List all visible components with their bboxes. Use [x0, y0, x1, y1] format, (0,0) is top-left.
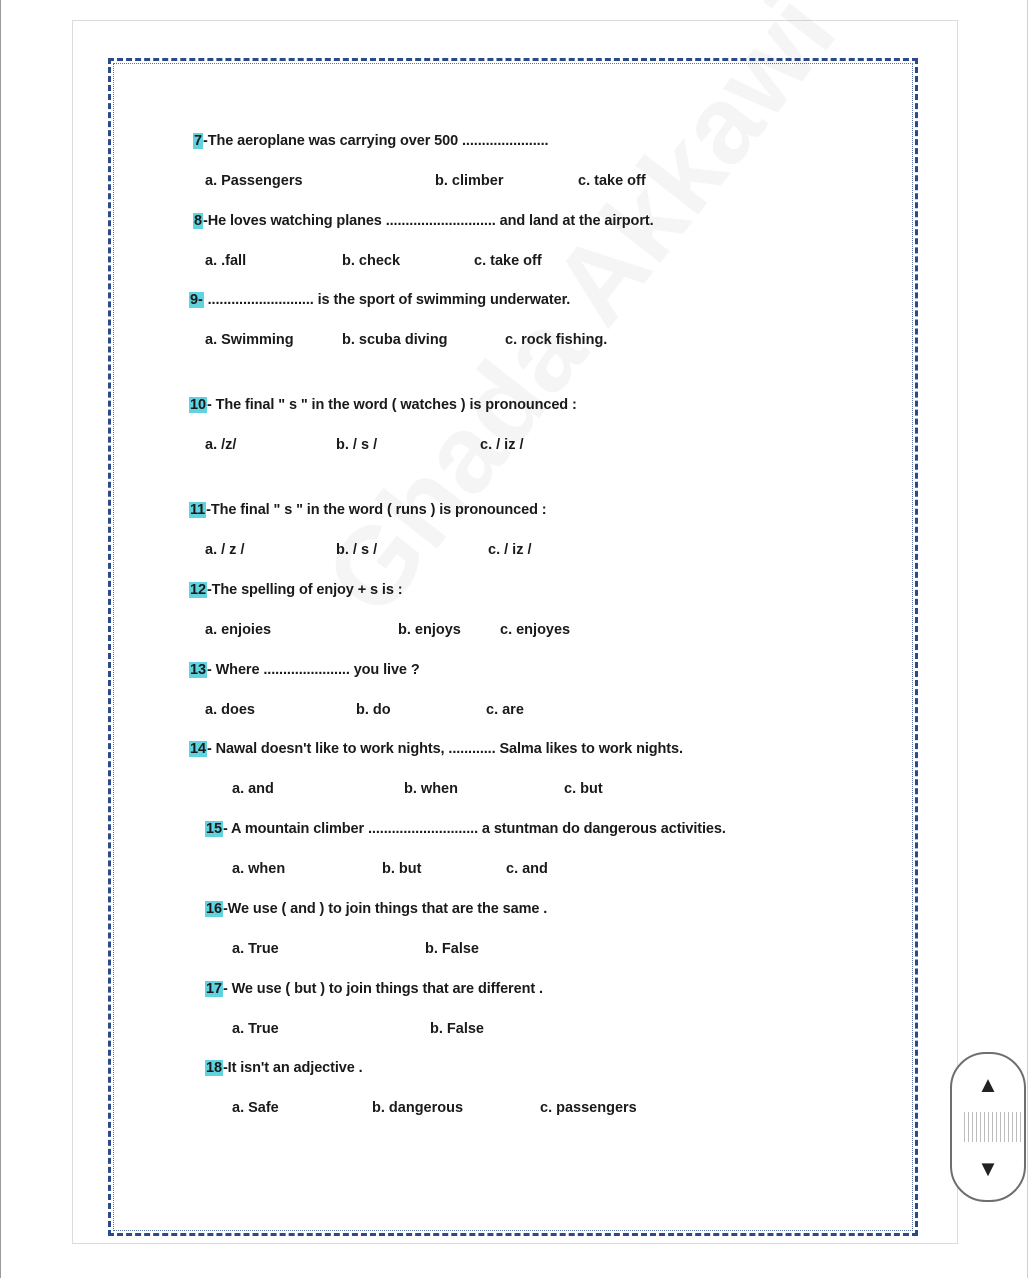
option-c: c. enjoyes	[500, 622, 571, 638]
question-number: 13	[190, 662, 206, 678]
scroll-grip[interactable]	[964, 1112, 1022, 1142]
option-a: a. True	[232, 941, 279, 957]
option-a: a. Safe	[232, 1100, 279, 1116]
option-a: a. .fall	[205, 253, 247, 269]
option-b: b. when	[404, 781, 458, 797]
question-18	[205, 1060, 363, 1076]
option-a: a. enjoies	[205, 622, 272, 638]
option-b: b. dangerous	[372, 1100, 464, 1116]
question-7	[193, 133, 548, 149]
question-number: 11	[190, 502, 206, 518]
question-14	[189, 741, 683, 757]
option-b: b. / s /	[336, 437, 378, 453]
question-15	[205, 821, 726, 837]
question-16	[205, 901, 547, 917]
question-number: 12	[190, 582, 206, 598]
option-a: a. True	[232, 1021, 279, 1037]
option-c: c. rock fishing.	[505, 332, 608, 348]
question-text: - The final " s " in the word ( watches ) is pronounced :	[206, 397, 577, 413]
option-a: a. Swimming	[205, 332, 294, 348]
option-c: c. / iz /	[480, 437, 524, 453]
question-number: 15	[206, 821, 222, 837]
option-a: a. /z/	[205, 437, 237, 453]
question-number: 16	[206, 901, 222, 917]
question-number: 10	[190, 397, 206, 413]
question-9	[189, 292, 570, 308]
question-text: -It isn't an adjective .	[222, 1060, 363, 1076]
question-number: 14	[190, 741, 206, 757]
option-a: a. and	[232, 781, 274, 797]
option-c: c. but	[564, 781, 603, 797]
question-17	[205, 981, 543, 997]
option-c: c. / iz /	[488, 542, 532, 558]
option-a: a. Passengers	[205, 173, 303, 189]
question-10	[189, 397, 577, 413]
question-number: 7	[194, 133, 202, 149]
question-number: 17	[206, 981, 222, 997]
option-c: c. take off	[578, 173, 646, 189]
question-8	[193, 213, 654, 229]
triangle-up-icon[interactable]: ▲	[977, 1072, 999, 1097]
question-text: -He loves watching planes ............................ and land at the airport.	[202, 213, 654, 229]
question-text: -The aeroplane was carrying over 500 ......................	[202, 133, 549, 149]
page-scroll-control[interactable]	[950, 1052, 1026, 1202]
question-text: -The spelling of enjoy + s is :	[206, 582, 403, 598]
option-c: c. and	[506, 861, 548, 877]
option-b: b. but	[382, 861, 422, 877]
option-b: b. / s /	[336, 542, 378, 558]
option-a: a. when	[232, 861, 286, 877]
question-13	[189, 662, 420, 678]
triangle-down-icon[interactable]: ▼	[977, 1156, 999, 1181]
question-number: 18	[206, 1060, 222, 1076]
question-12	[189, 582, 402, 598]
question-text: -We use ( and ) to join things that are the same .	[222, 901, 548, 917]
option-b: b. enjoys	[398, 622, 461, 638]
option-b: b. climber	[435, 173, 504, 189]
option-b: b. check	[342, 253, 401, 269]
question-11	[189, 502, 546, 518]
option-b: b. scuba diving	[342, 332, 448, 348]
question-text: - A mountain climber ............................ a stuntman do dangerous activities.	[222, 821, 726, 837]
option-c: c. passengers	[540, 1100, 637, 1116]
option-c: c. take off	[474, 253, 542, 269]
question-number: 8	[194, 213, 202, 229]
option-a: a. does	[205, 702, 255, 718]
question-text: - We use ( but ) to join things that are different .	[222, 981, 543, 997]
option-b: b. do	[356, 702, 391, 718]
question-text: -The final " s " in the word ( runs ) is pronounced :	[206, 502, 547, 518]
question-number: 9-	[190, 292, 203, 308]
question-text: - Nawal doesn't like to work nights, ............ Salma likes to work nights.	[206, 741, 683, 757]
question-text: ........................... is the sport of swimming underwater.	[203, 292, 571, 308]
option-b: b. False	[425, 941, 479, 957]
option-a: a. / z /	[205, 542, 245, 558]
option-b: b. False	[430, 1021, 484, 1037]
option-c: c. are	[486, 702, 524, 718]
question-text: - Where ...................... you live ?	[206, 662, 420, 678]
